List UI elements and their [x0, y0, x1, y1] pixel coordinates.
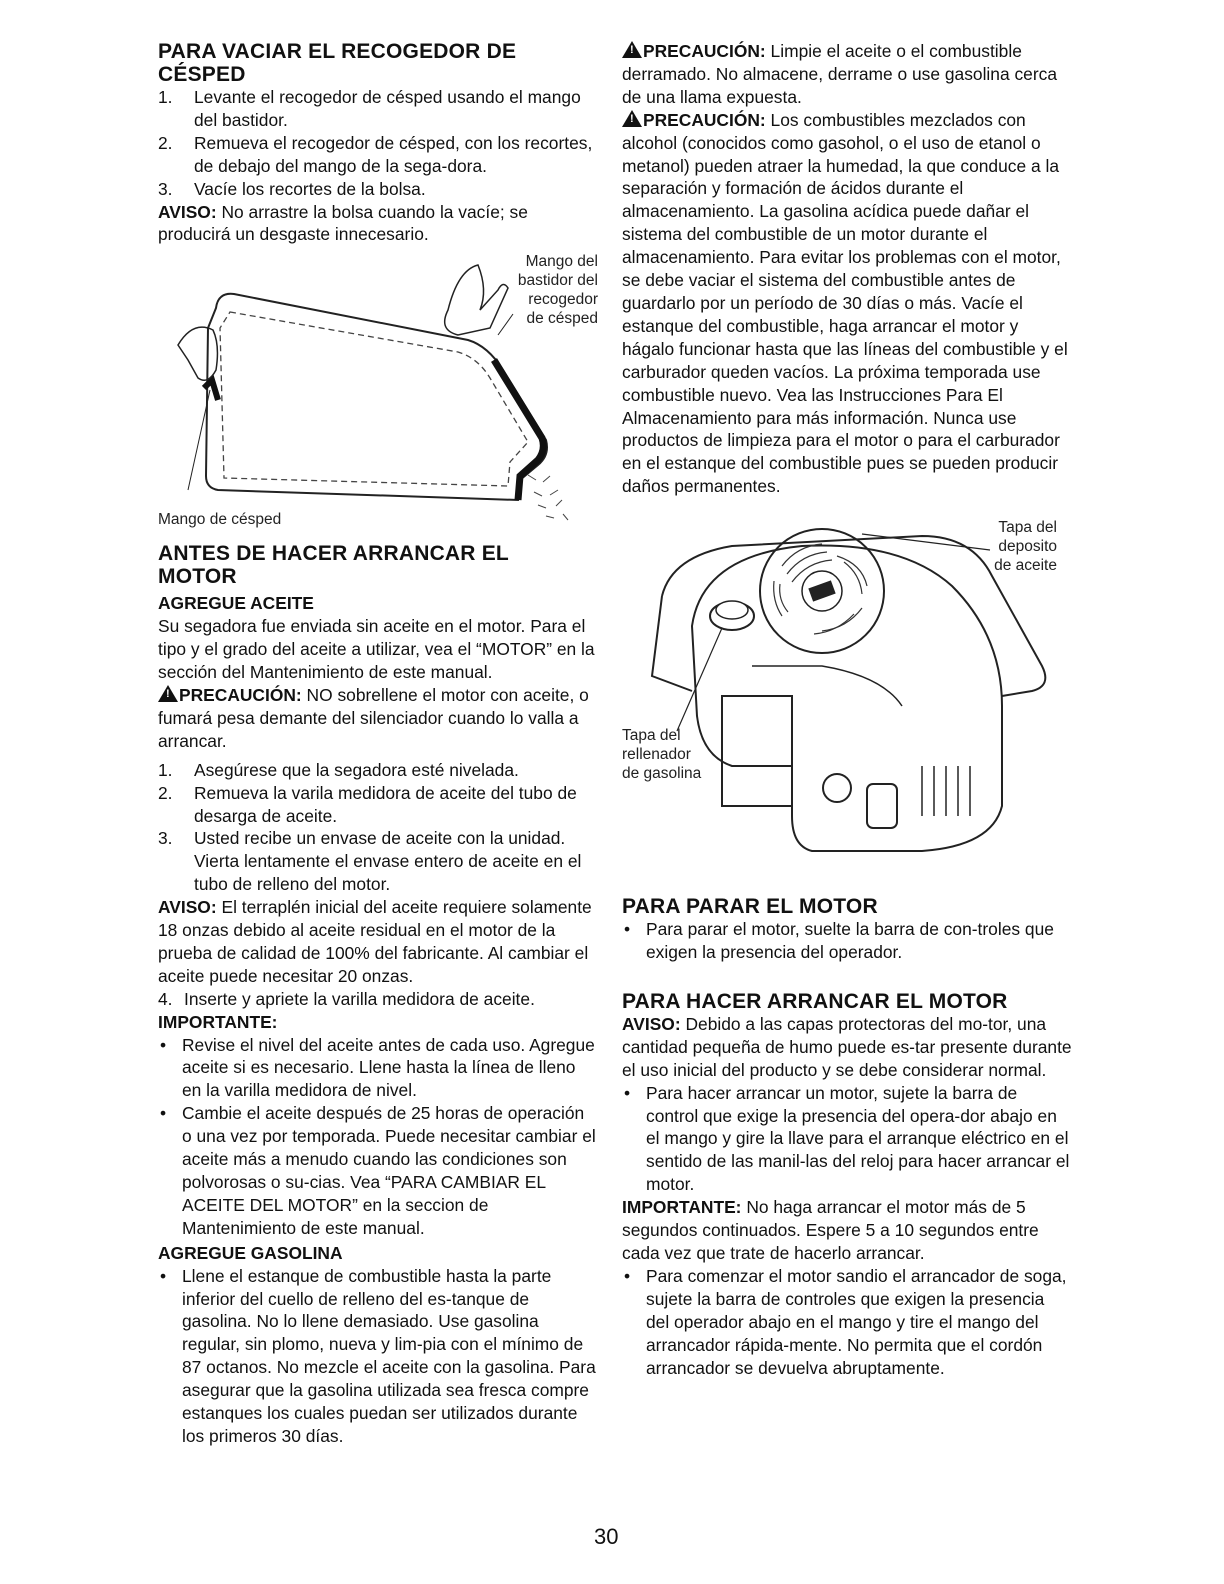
grass-handle-label: Mango de césped: [158, 511, 282, 529]
warning-icon: [622, 110, 642, 127]
start-notice: AVISO: Debido a las capas protectoras del mo-tor, una cantidad pequeña de humo puede es-tar presente durante el uso inicial del producto y se debe considerar normal.: [622, 1013, 1072, 1080]
oil-caution: !PRECAUCIÓN: NO sobrellene el motor con aceite, o fumará pesa demante del silenciador cuando lo valla a arrancar.: [158, 684, 598, 753]
warning-icon: [622, 41, 642, 58]
important-label: IMPORTANTE:: [158, 1011, 278, 1032]
warning-icon: [158, 685, 178, 702]
empty-bag-steps: [158, 86, 598, 201]
start-title: PARA HACER ARRANCAR EL MOTOR: [622, 989, 1008, 1013]
before-start-title: ANTES DE HACER ARRANCAR EL MOTOR: [158, 542, 509, 589]
empty-bag-title: PARA VACIAR EL RECOGEDOR DE CÉSPED: [158, 40, 517, 86]
start-bullet-2: • Para comenzar el motor sandio el arrancador de soga, sujete la barra de controles que exigen la presencia del operador abajo en el mango y tire el mango del arrancador rápida-mente. No permita que el cordón arrancador se devuelva abruptamente.: [624, 1265, 1067, 1378]
empty-bag-step-1: 1. Levante el recogedor de césped usando el mango del bastidor.: [158, 87, 581, 130]
stop-bullet: • Para parar el motor, suelte la barra de con-troles que exigen la presencia del operador.: [624, 919, 1054, 963]
add-gas-bullet: • Llene el estanque de combustible hasta la parte inferior del cuello de relleno del es-tanque de gasolina. No lo llene demasiado. Use gasolina regular, sin plomo, nueva y lim-pia con el mínimo de 87 octanos. No mezcle el aceite con la gasolina. Para asegurar que la gasolina utilizada sea fresca compre estanques los cuales puedan ser utilizados durante los primeros 30 días.: [160, 1265, 596, 1446]
start-important: IMPORTANTE: No haga arrancar el motor más de 5 segundos continuados. Espere 5 a 10 segundos entre cada vez que trate de hacerlo arrancar.: [622, 1197, 1039, 1263]
spill-caution: !PRECAUCIÓN: Limpie el aceite o el combustible derramado. No almacene, derrame o use gasolina cerca de una llama expuesta.: [622, 40, 1072, 109]
fuel-caution: !PRECAUCIÓN: Los combustibles mezclados con alcohol (conocidos como gasohol, o el uso de etanol o metanol) pueden atraer la humedad, la que conduce a la separación y formación de ácidos durante el almacenamiento. La gasolina acídica puede dañar el sistema del combustible de un motor durante el almacenamiento. Para evitar los problemas con el motor, se debe vaciar el sistema del combustible antes de guardarlo por un período de 30 días o más. Vacíe el estanque del combustible, haga arrancar el motor y hágalo funcionar hasta que las líneas del combustible y el carburador queden vacíos. La próxima temporada use combustible nuevo. Vea las Instrucciones Para El Almacenamiento para más información. Nunca use productos de limpieza para el motor o para el carburador en el estanque del combustible pues se pueden producir daños permanentes.: [622, 109, 1072, 498]
fuel-cap-label: Tapa del rellenador de gasolina: [622, 727, 702, 783]
oil-step-3: 3. Usted recibe un envase de aceite con la unidad. Vierta lentamente el envase entero de aceite en el tubo de relleno del motor.: [158, 828, 582, 895]
engine-figure: [622, 516, 1072, 891]
empty-bag-step-2: 2. Remueva el recogedor de césped, con los recortes, de debajo del mango de la sega-dora.: [158, 132, 593, 176]
oil-steps: [158, 759, 598, 896]
start-bullet-1: • Para hacer arrancar un motor, sujete la barra de control que exige la presencia del opera-dor abajo en el mango y gire la llave para el arranque eléctrico en el sentido de las manil-las del reloj para hacer arrancar el motor.: [624, 1082, 1070, 1195]
oil-cap-label: Tapa del deposito de aceite: [994, 519, 1057, 575]
oil-notice: AVISO: El terraplén inicial del aceite requiere solamente 18 onzas debido al aceite residual en el motor de la prueba de calidad de 100% del fabricante. Al cambiar el aceite puede necesitar 20 onzas.: [158, 897, 592, 986]
important-bullet-2: • Cambie el aceite después de 25 horas de operación o una vez por temporada. Puede necesitar cambiar el aceite más a menudo cuando las condiciones son polvorosas o su-cias. Vea “PARA CAMBIAR EL ACEITE DEL MOTOR” en la seccion de Mantenimiento de este manual.: [160, 1103, 596, 1238]
right-column: [622, 40, 1072, 1379]
empty-bag-step-3: 3. Vacíe los recortes de la bolsa.: [158, 178, 426, 199]
add-oil-text: Su segadora fue enviada sin aceite en el motor. Para el tipo y el grado del aceite a utilizar, vea el “MOTOR” en la sección del Mantenimiento de este manual.: [158, 616, 595, 683]
frame-handle-label: Mango del bastidor del recogedor de césped: [517, 253, 598, 328]
oil-step-1: 1. Asegúrese que la segadora esté nivelada.: [158, 759, 519, 780]
grass-bag-figure: [158, 250, 598, 540]
empty-bag-notice: AVISO: No arrastre la bolsa cuando la vacíe; se producirá un desgaste innecesario.: [158, 201, 528, 245]
add-oil-title: AGREGUE ACEITE: [158, 593, 314, 614]
add-gas-title: AGREGUE GASOLINA: [158, 1242, 343, 1263]
important-bullet-1: • Revise el nivel del aceite antes de cada uso. Agregue aceite si es necesario. Llene hasta la línea de lleno en la varilla medidora de nivel.: [160, 1034, 595, 1101]
stop-title: PARA PARAR EL MOTOR: [622, 895, 878, 919]
page-number: 30: [594, 1524, 619, 1549]
left-column: [158, 40, 598, 1448]
oil-step-4: 4. Inserte y apriete la varilla medidora de aceite.: [158, 988, 535, 1009]
oil-step-2: 2. Remueva la varila medidora de aceite del tubo de desarga de aceite.: [158, 782, 577, 826]
